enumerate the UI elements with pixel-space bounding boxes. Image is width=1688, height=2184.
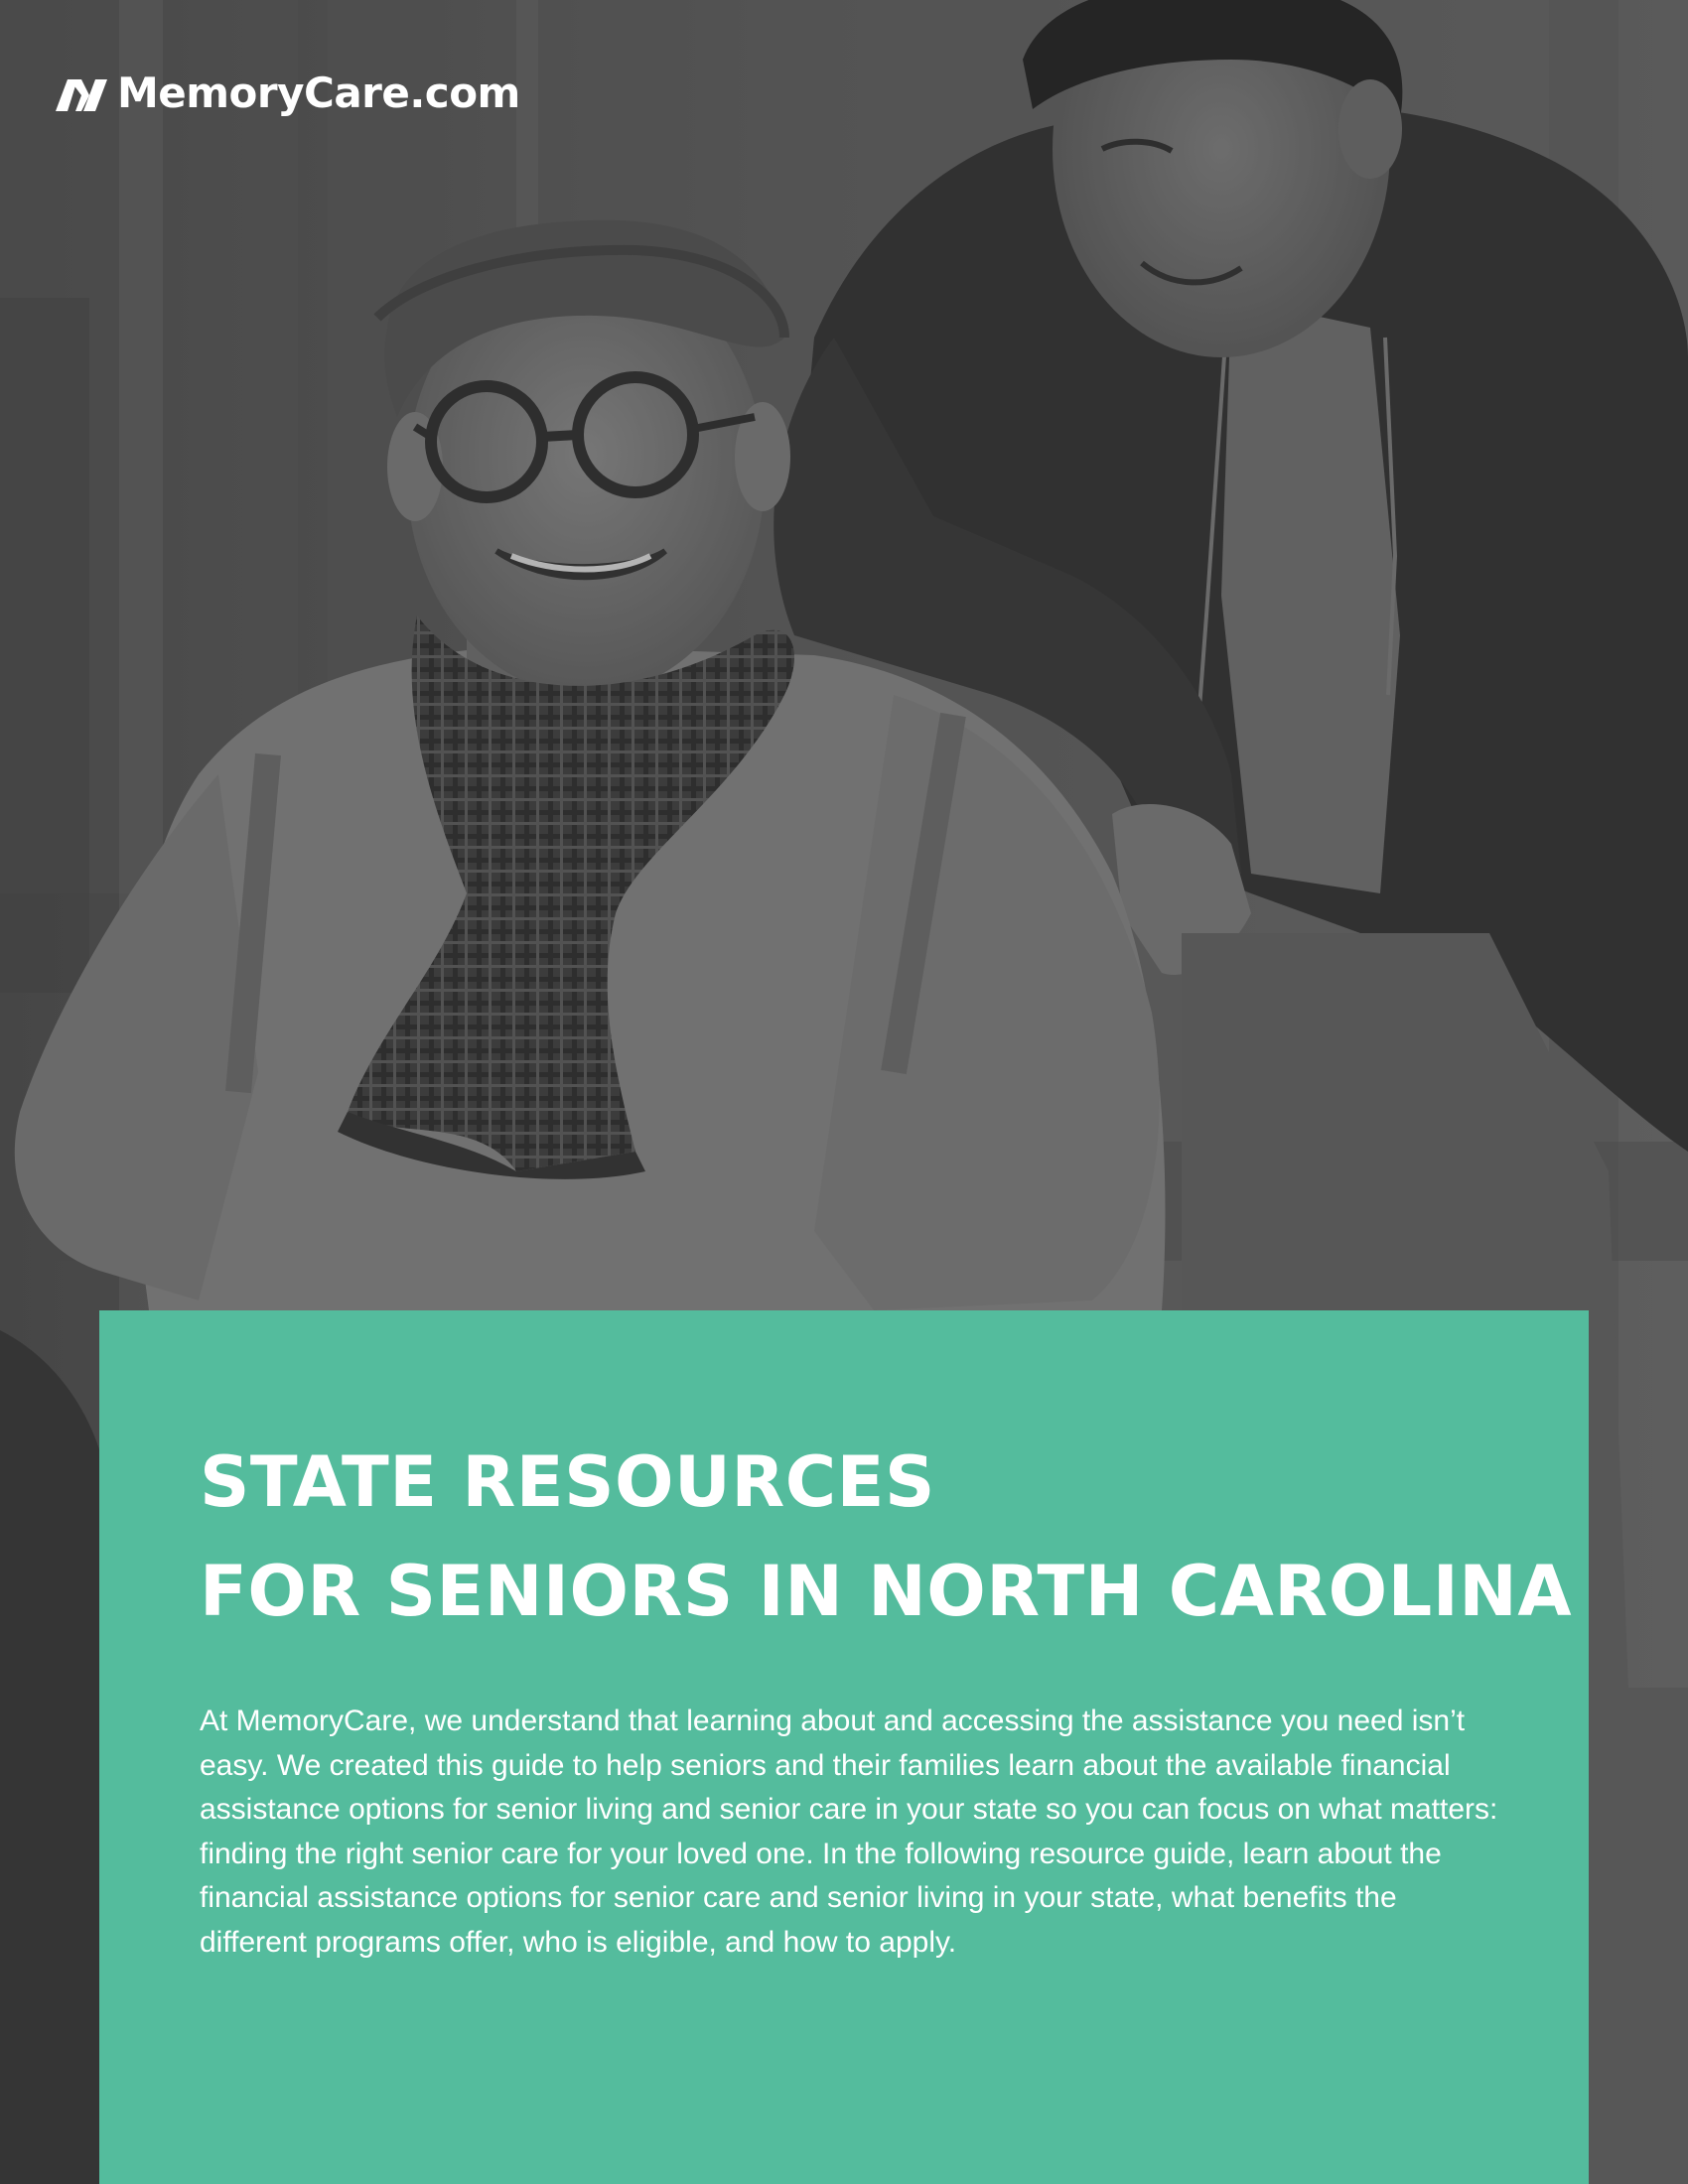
page-title <box>200 1428 1572 1646</box>
title-line-1: STATE RESOURCES <box>200 1441 935 1523</box>
intro-panel <box>99 1310 1589 2184</box>
brand-name: MemoryCare.com <box>117 68 520 117</box>
intro-paragraph: At MemoryCare, we understand that learning about and accessing the assistance you need isn’t easy. We created this guide to help seniors and their families learn about the available financial assistance options for senior living and senior care in your state so you can focus on what matters: finding the right senior care for your loved one. In the following resource guide, learn about the financial assistance options for senior care and senior living in your state, what benefits the different programs offer, who is eligible, and how to apply. <box>200 1705 1498 1959</box>
brand-logo[interactable] <box>56 66 520 121</box>
title-line-2: FOR SENIORS IN NORTH CAROLINA <box>200 1551 1573 1632</box>
memorycare-m-logo-icon <box>56 73 113 113</box>
